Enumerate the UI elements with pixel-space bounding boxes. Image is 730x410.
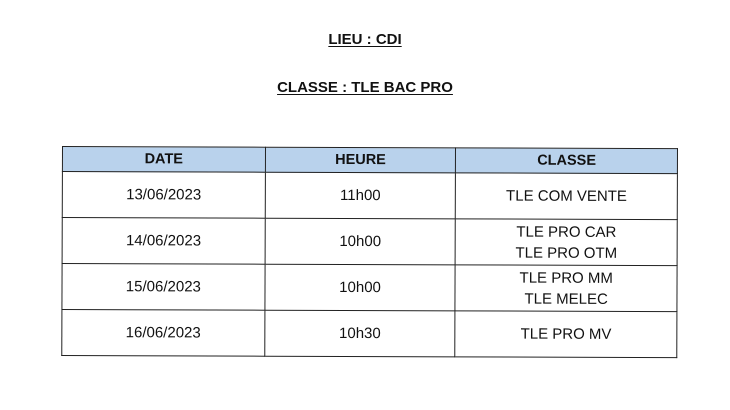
schedule-table bbox=[61, 146, 678, 358]
location-heading: LIEU : CDI bbox=[328, 31, 402, 48]
class-heading: CLASSE : TLE BAC PRO bbox=[277, 79, 453, 96]
class-name: TLE MELEC bbox=[524, 290, 608, 308]
table-row bbox=[62, 218, 677, 266]
table-header-row bbox=[62, 147, 677, 174]
time-cell: 10h00 bbox=[265, 264, 456, 311]
date-cell: 15/06/2023 bbox=[62, 264, 265, 311]
column-header-heure: HEURE bbox=[265, 147, 456, 173]
column-header-date: DATE bbox=[62, 147, 265, 173]
time-cell: 11h00 bbox=[265, 172, 456, 219]
date-cell: 14/06/2023 bbox=[62, 218, 265, 265]
column-header-classe: CLASSE bbox=[456, 148, 678, 174]
class-name: TLE COM VENTE bbox=[506, 187, 627, 205]
time-cell: 10h30 bbox=[264, 310, 455, 357]
table-row bbox=[62, 172, 677, 220]
table-row bbox=[62, 310, 677, 358]
class-cell bbox=[456, 173, 678, 220]
date-cell: 16/06/2023 bbox=[62, 310, 265, 357]
time-cell: 10h00 bbox=[265, 218, 456, 265]
class-name: TLE PRO MV bbox=[520, 325, 612, 343]
class-cell bbox=[455, 265, 677, 312]
class-name: TLE PRO CAR bbox=[516, 223, 617, 241]
class-cell bbox=[455, 219, 677, 266]
table-row bbox=[62, 264, 677, 312]
class-name: TLE PRO MM bbox=[519, 269, 613, 287]
class-cell bbox=[455, 311, 677, 358]
date-cell: 13/06/2023 bbox=[62, 172, 265, 219]
class-name: TLE PRO OTM bbox=[515, 244, 618, 262]
